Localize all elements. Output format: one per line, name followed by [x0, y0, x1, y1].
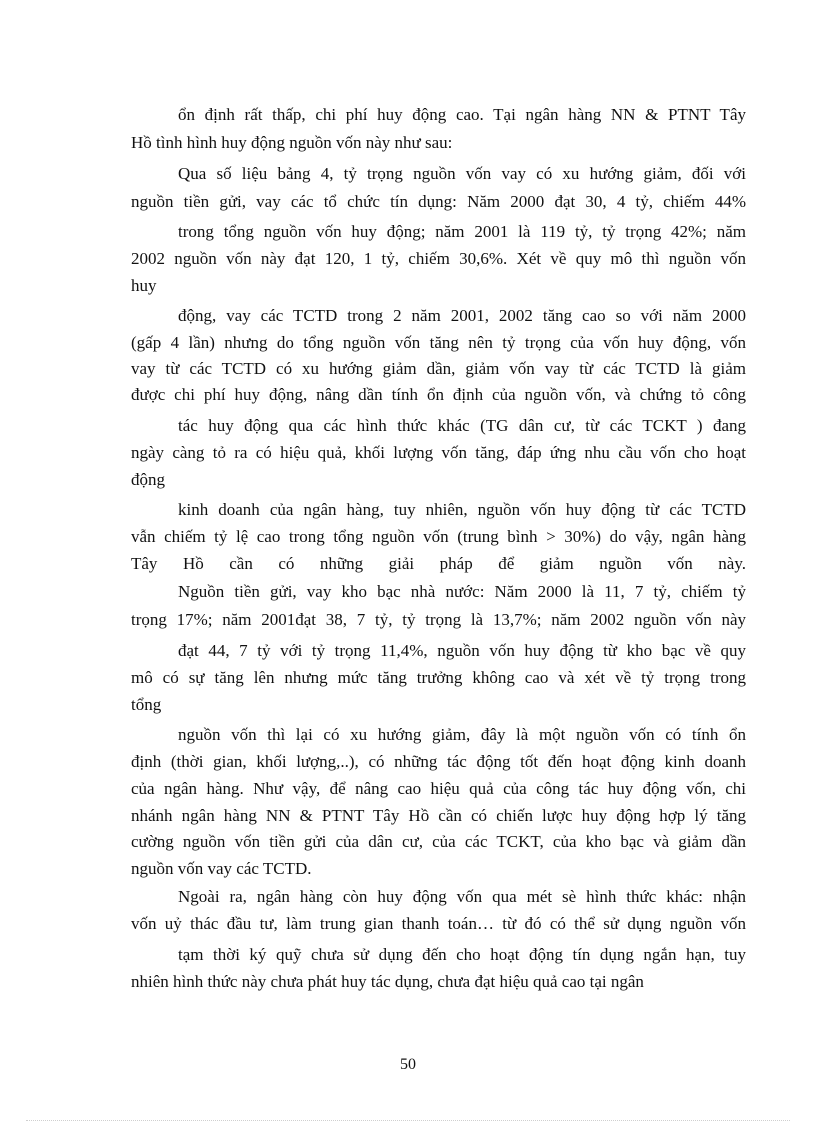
- text-line: kinh doanh của ngân hàng, tuy nhiên, nguồn vốn huy động từ các TCTD: [178, 500, 746, 519]
- text-line: (gấp 4 lần) nhưng do tổng nguồn vốn tăng nên tỷ trọng của vốn huy động, vốn: [131, 333, 746, 352]
- text-line: tạm thời ký quỹ chưa sử dụng đến cho hoạt động tín dụng ngắn hạn, tuy: [178, 945, 746, 964]
- text-line: Ngoài ra, ngân hàng còn huy động vốn qua mét sè hình thức khác: nhận: [178, 887, 746, 906]
- text-line: được chi phí huy động, nâng dần tính ổn định của nguồn vốn, và chứng tỏ công: [131, 385, 746, 404]
- text-line: nguồn vốn vay các TCTD.: [131, 859, 312, 878]
- text-line: trọng 17%; năm 2001đạt 38, 7 tỷ, tỷ trọng là 13,7%; năm 2002 nguồn vốn này: [131, 610, 746, 629]
- text-line: Hồ tình hình huy động nguồn vốn này như sau:: [131, 133, 453, 152]
- text-line: cường nguồn vốn tiền gửi của dân cư, của các TCKT, của kho bạc và giảm dần: [131, 832, 746, 851]
- text-line: ngày càng tỏ ra có hiệu quả, khối lượng vốn tăng, đáp ứng nhu cầu vốn cho hoạt: [131, 443, 746, 462]
- text-line: định (thời gian, khối lượng,..), có những tác động tốt đến hoạt động kinh doanh: [131, 752, 746, 771]
- text-line: Qua số liệu bảng 4, tỷ trọng nguồn vốn vay có xu hướng giảm, đối với: [178, 164, 746, 183]
- text-line: nhánh ngân hàng NN & PTNT Tây Hồ cần có chiến lược huy động hợp lý tăng: [131, 806, 746, 825]
- text-line: tổng: [131, 695, 162, 714]
- text-line: vốn uỷ thác đầu tư, làm trung gian thanh toán… từ đó có thể sử dụng nguồn vốn: [131, 914, 746, 933]
- text-line: vẫn chiếm tỷ lệ cao trong tổng nguồn vốn (trung bình > 30%) do vậy, ngân hàng: [131, 527, 746, 546]
- text-line: động, vay các TCTD trong 2 năm 2001, 2002 tăng cao so với năm 2000: [178, 306, 746, 325]
- text-line: đạt 44, 7 tỷ với tỷ trọng 11,4%, nguồn vốn huy động từ kho bạc về quy: [178, 641, 746, 660]
- text-line: nhiên hình thức này chưa phát huy tác dụng, chưa đạt hiệu quả cao tại ngân: [131, 972, 644, 991]
- page-number: 50: [400, 1056, 416, 1073]
- text-line: của ngân hàng. Như vậy, để nâng cao hiệu quả của công tác huy động vốn, chi: [131, 779, 746, 798]
- text-line: nguồn tiền gửi, vay các tổ chức tín dụng: Năm 2000 đạt 30, 4 tỷ, chiếm 44%: [131, 192, 746, 211]
- text-line: huy: [131, 276, 157, 295]
- text-line: trong tổng nguồn vốn huy động; năm 2001 là 119 tỷ, tỷ trọng 42%; năm: [178, 222, 746, 241]
- text-line: Nguồn tiền gửi, vay kho bạc nhà nước: Năm 2000 là 11, 7 tỷ, chiếm tỷ: [178, 582, 746, 601]
- text-line: 2002 nguồn vốn này đạt 120, 1 tỷ, chiếm 30,6%. Xét về quy mô thì nguồn vốn: [131, 249, 746, 268]
- text-line: Tây Hồ cần có những giải pháp để giảm nguồn vốn này.: [131, 554, 746, 573]
- text-line: nguồn vốn thì lại có xu hướng giảm, đây là một nguồn vốn có tính ổn: [178, 725, 746, 744]
- text-line: ổn định rất thấp, chi phí huy động cao. Tại ngân hàng NN & PTNT Tây: [178, 105, 746, 124]
- text-line: động: [131, 470, 165, 489]
- text-line: mô có sự tăng lên nhưng mức tăng trưởng không cao và xét về tỷ trọng trong: [131, 668, 746, 687]
- text-line: vay từ các TCTD có xu hướng giảm dần, giảm vốn vay từ các TCTD là giảm: [131, 359, 746, 378]
- page-bottom-divider: [26, 1120, 790, 1121]
- text-line: tác huy động qua các hình thức khác (TG dân cư, từ các TCKT ) đang: [178, 416, 746, 435]
